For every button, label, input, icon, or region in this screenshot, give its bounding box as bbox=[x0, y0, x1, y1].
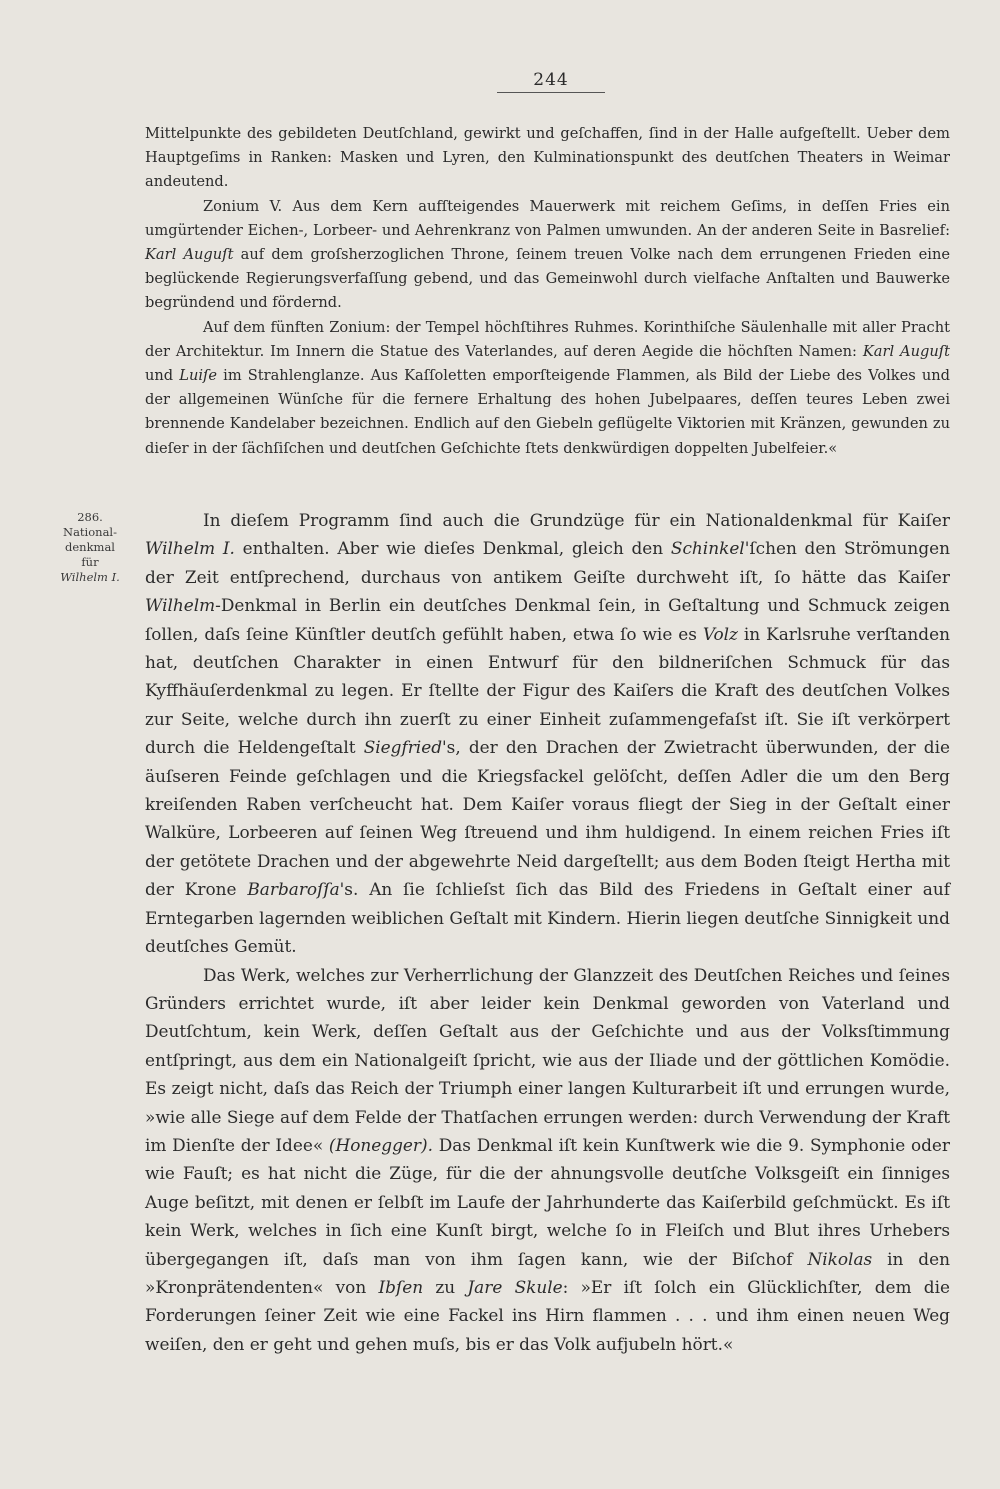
name-wilhelm: Wilhelm bbox=[145, 595, 216, 616]
paragraph-national-monument: In dieſem Programm ſind auch die Grundzüge für ein Nationaldenkmal für Kaiſer Wilhelm I. enthalten. Aber wie dieſes Denkmal, gleich den Schinkel'ſchen den Strömungen der Zeit entſprechend, durchaus von antikem Geiſte durchweht iſt, ſo hätte das Kaiſer Wilhelm-Denkmal in Berlin ein deutſches Denkmal ſein, in Geſtaltung und Schmuck zeigen ſollen, daſs ſeine Künſtler deutſch gefühlt haben, etwa ſo wie es Volz in Karlsruhe verſtanden hat, deutſchen Charakter in einen Entwurf für den bildneriſchen Schmuck für das Kyffhäuſerdenkmal zu legen. Er ſtellte der Figur des Kaiſers die Kraft des deutſchen Volkes zur Seite, welche durch ihn zuerſt zu einer Einheit zuſammengefaſst iſt. Sie iſt verkörpert durch die Heldengeſtalt Siegfried's, der den Drachen der Zwietracht überwunden, der die äuſseren Feinde geſchlagen und die Kriegsfackel gelöſcht, deſſen Adler die um den Berg kreiſenden Raben verſcheucht hat. Dem Kaiſer voraus fliegt der Sieg in der Geſtalt einer Walküre, Lorbeeren auf ſeinen Weg ſtreuend und ihm huldigend. In einem reichen Fries iſt der getötete Drachen und der abgewehrte Neid dargeſtellt; aus dem Boden ſteigt Hertha mit der Krone Barbaroſſa's. An ſie ſchlieſst ſich das Bild des Friedens in Geſtalt einer auf Erntegarben lagernden weiblichen Geſtalt mit Kindern. Hierin liegen deutſche Sinnigkeit und deutſches Gemüt. bbox=[145, 510, 951, 957]
name-schinkel: Schinkel bbox=[670, 538, 745, 559]
margin-note: 286. National- denkmal für Wilhelm I. bbox=[60, 510, 120, 584]
name-luise: Luiſe bbox=[179, 367, 218, 385]
paragraph-zonium-five: Zonium V. Aus dem Kern aufſteigendes Mauerwerk mit reichem Geſims, in deſſen Fries ein umgürtender Eichen-, Lorbeer- und Aehrenkranz von Palmen umwunden. An der anderen Seite in Basrelief: Karl Auguſt auf dem groſsherzoglichen Throne, ſeinem treuen Volke nach dem errungenen Frieden eine beglückende Regierungsverfaſſung gebend, und das Gemeinwohl durch vielfache Anſtalten und Bauwerke begründend und fördernd. bbox=[145, 197, 950, 312]
name-siegfried: Siegfried bbox=[363, 737, 443, 758]
page-number: 244 bbox=[497, 70, 605, 93]
name-honegger: (Honegger). bbox=[328, 1134, 433, 1155]
paragraph-fifth-zonium: Auf dem fünften Zonium: der Tempel höchſtihres Ruhmes. Korinthiſche Säulenhalle mit aller Pracht der Architektur. Im Innern die Statue des Vaterlandes, auf deren Aegide die höchſten Namen: Karl Auguſt und Luiſe im Strahlenglanze. Aus Kaſſoletten emporſteigende Flammen, als Bild der Liebe des Volkes und der allgemeinen Wünſche für die fernere Erhaltung des hohen Jubelpaares, deſſen teures Leben zwei brennende Kandelaber bezeichnen. Endlich auf den Giebeln geflügelte Viktorien mit Kränzen, gewunden zu dieſer in der ſächſiſchen und deutſchen Geſchichte ſtets denkwürdigen doppelten Jubelfeier.« bbox=[145, 318, 951, 457]
name-volz: Volz bbox=[702, 623, 738, 644]
name-karl-august: Karl Auguſt bbox=[145, 246, 234, 264]
paragraph-hall: Mittelpunkte des gebildeten Deutſchland, gewirkt und geſchaffen, ſind in der Halle aufgeſtellt. Ueber dem Hauptgeſims in Ranken: Masken und Lyren, den Kulminationspunkt des deutſchen Theaters in Weimar andeutend. bbox=[145, 125, 950, 191]
main-text-block bbox=[145, 506, 950, 1358]
name-barbarossa: Barbaroſſa bbox=[247, 879, 340, 900]
name-karl-august: Karl Auguſt bbox=[862, 342, 950, 360]
program-text-block bbox=[145, 122, 950, 461]
name-ibsen: Ibſen bbox=[378, 1276, 424, 1297]
name-nikolas: Nikolas bbox=[807, 1248, 873, 1269]
name-wilhelm: Wilhelm I. bbox=[145, 538, 235, 559]
paragraph-critique: Das Werk, welches zur Verherrlichung der Glanzzeit des Deutſchen Reiches und ſeines Gründers errichtet wurde, iſt aber leider kein Denkmal geworden von Vaterland und Deutſchtum, kein Werk, deſſen Geſtalt aus der Geſchichte und aus der Volksſtimmung entſpringt, aus dem ein Nationalgeiſt ſpricht, wie aus der Iliade und der göttlichen Komödie. Es zeigt nicht, daſs das Reich der Triumph einer langen Kulturarbeit iſt und errungen wurde, »wie alle Siege auf dem Felde der Thatſachen errungen werden: durch Verwendung der Kraft im Dienſte der Idee« (Honegger). Das Denkmal iſt kein Kunſtwerk wie die 9. Symphonie oder wie Fauſt; es hat nicht die Züge, für die der ahnungsvolle deutſche Volksgeiſt ein ſinniges Auge beſitzt, mit denen er ſelbſt im Laufe der Jahrhunderte das Kaiſerbild geſchmückt. Es iſt kein Werk, welches in ſich eine Kunſt birgt, welche ſo in Fleiſch und Blut ihres Urhebers übergegangen iſt, daſs man von ihm ſagen kann, wie der Biſchof Nikolas in den »Kronprätendenten« von Ibſen zu Jare Skule: »Er iſt ſolch ein Glücklichſter, dem die Forderungen ſeiner Zeit wie eine Fackel ins Hirn flammen . . . und ihm einen neuen Weg weiſen, den er geht und gehen muſs, bis er das Volk aufjubeln hört.« bbox=[145, 964, 951, 1354]
name-jare-skule: Jare Skule bbox=[467, 1276, 563, 1297]
